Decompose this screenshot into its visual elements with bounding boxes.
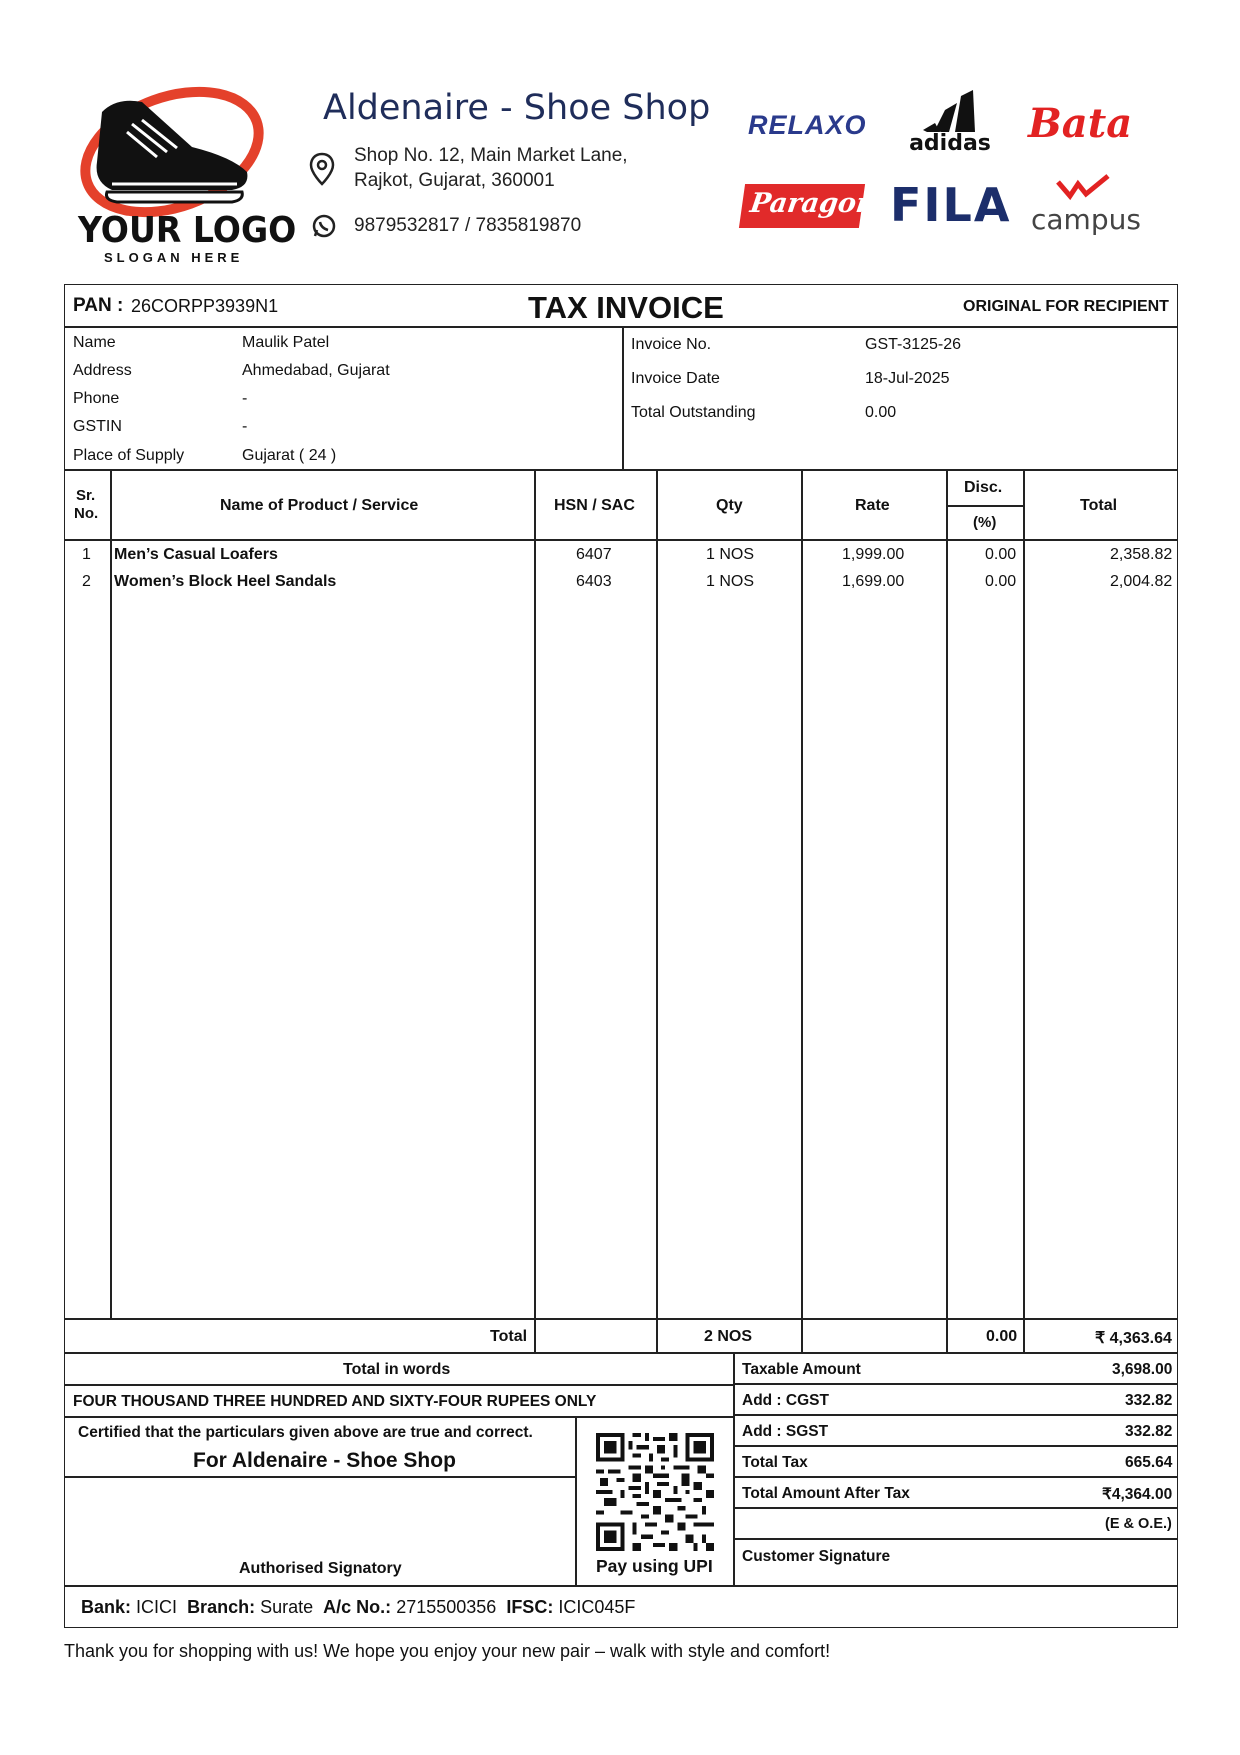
divider: [64, 326, 1178, 328]
divider: [64, 1416, 734, 1418]
whatsapp-icon: [311, 213, 337, 244]
taxable-amount-label: Taxable Amount: [742, 1361, 861, 1378]
invoice-no-label: Invoice No.: [631, 336, 712, 353]
item-disc: 0.00: [985, 573, 1017, 590]
divider: [64, 1384, 734, 1386]
customer-signature-label: Customer Signature: [742, 1548, 891, 1565]
sgst-value: 332.82: [1125, 1423, 1173, 1440]
amount-after-tax-label: Total Amount After Tax: [742, 1485, 910, 1502]
invoice-date-label: Invoice Date: [631, 370, 720, 387]
brand-relaxo-logo: RELAXO: [748, 110, 867, 140]
item-qty: 1 NOS: [706, 546, 755, 563]
invoice-date: 18-Jul-2025: [865, 370, 950, 387]
thank-you-note: Thank you for shopping with us! We hope you enjoy your new pair – walk with style and comfort!: [64, 1641, 831, 1661]
column-divider: [946, 469, 948, 1353]
cgst-label: Add : CGST: [742, 1392, 829, 1409]
column-divider: [656, 469, 658, 1353]
item-name: Men’s Casual Loafers: [114, 546, 278, 563]
brand-fila-logo: FILA: [890, 178, 1012, 232]
item-rate: 1,999.00: [842, 546, 905, 563]
col-total-header: Total: [1080, 497, 1118, 514]
col-disc-header: Disc.: [964, 479, 1003, 496]
brand-bata-logo: Bata: [1028, 100, 1133, 147]
customer-phone-label: Phone: [73, 390, 120, 407]
divider: [733, 1414, 1178, 1416]
column-divider: [1023, 469, 1025, 1353]
divider: [733, 1538, 1178, 1540]
sgst-label: Add : SGST: [742, 1423, 829, 1440]
item-disc: 0.00: [985, 546, 1017, 563]
bank-name: ICICI: [136, 1597, 178, 1617]
customer-address-label: Address: [73, 362, 132, 379]
item-name: Women’s Block Heel Sandals: [114, 573, 337, 590]
total-row-label: Total: [490, 1328, 528, 1345]
customer-gstin: -: [242, 418, 248, 435]
item-qty: 1 NOS: [706, 573, 755, 590]
divider: [64, 539, 1178, 541]
divider: [64, 1585, 1178, 1587]
shop-address-line1: Shop No. 12, Main Market Lane,: [354, 145, 628, 166]
divider: [64, 469, 1178, 471]
customer-name-label: Name: [73, 334, 116, 351]
ifsc-code: ICIC045F: [558, 1597, 636, 1617]
divider: [733, 1476, 1178, 1478]
amount-after-tax: ₹4,364.00: [1102, 1486, 1173, 1503]
taxable-amount: 3,698.00: [1112, 1361, 1173, 1378]
column-divider: [534, 469, 536, 1353]
cgst-value: 332.82: [1125, 1392, 1173, 1409]
customer-phone: -: [242, 390, 248, 407]
amount-in-words: FOUR THOUSAND THREE HUNDRED AND SIXTY-FOUR RUPEES ONLY: [73, 1393, 597, 1410]
divider: [733, 1383, 1178, 1385]
item-rate: 1,699.00: [842, 573, 905, 590]
divider: [733, 1445, 1178, 1447]
col-rate-header: Rate: [855, 497, 890, 514]
brand-adidas-text: adidas: [909, 131, 991, 152]
outstanding-value: 0.00: [865, 404, 897, 421]
item-hsn: 6403: [576, 573, 612, 590]
column-divider: [801, 469, 803, 1353]
bank-details: [81, 1597, 635, 1618]
copy-label: ORIGINAL FOR RECIPIENT: [963, 298, 1169, 315]
branch-name: Surate: [260, 1597, 314, 1617]
logo-text: YOUR LOGO: [78, 210, 297, 251]
certification-text: Certified that the particulars given above are true and correct.: [78, 1424, 533, 1441]
for-shop-label: For Aldenaire - Shoe Shop: [193, 1449, 456, 1472]
total-tax-label: Total Tax: [742, 1454, 808, 1471]
bank-label: Bank:: [81, 1597, 132, 1617]
logo-slogan: SLOGAN HERE: [104, 250, 244, 265]
pay-using-upi-label: Pay using UPI: [596, 1556, 713, 1576]
upi-qr-code[interactable]: [596, 1433, 714, 1556]
divider: [64, 1476, 576, 1478]
words-label: Total in words: [343, 1361, 451, 1378]
customer-name: Maulik Patel: [242, 334, 330, 351]
divider: [947, 505, 1024, 507]
item-sr: 2: [82, 573, 91, 590]
customer-gstin-label: GSTIN: [73, 418, 122, 435]
ifsc-label: IFSC:: [506, 1597, 554, 1617]
col-hsn-header: HSN / SAC: [554, 497, 635, 514]
col-disc-pct-header: (%): [973, 514, 997, 531]
place-of-supply-label: Place of Supply: [73, 447, 185, 464]
brand-paragon-text: Paragon: [748, 188, 878, 219]
account-number: 2715500356: [396, 1597, 497, 1617]
invoice-title: TAX INVOICE: [528, 290, 724, 325]
branch-label: Branch:: [187, 1597, 256, 1617]
col-qty-header: Qty: [716, 497, 743, 514]
e-and-oe: (E & O.E.): [1105, 1516, 1172, 1532]
column-divider: [110, 469, 112, 1319]
place-of-supply: Gujarat ( 24 ): [242, 447, 337, 464]
total-row-disc: 0.00: [986, 1328, 1018, 1345]
shop-phone: 9879532817 / 7835819870: [354, 215, 582, 236]
shop-name: Aldenaire - Shoe Shop: [323, 88, 711, 128]
customer-address: Ahmedabad, Gujarat: [242, 362, 390, 379]
item-total: 2,358.82: [1110, 546, 1173, 563]
col-product-header: Name of Product / Service: [220, 497, 419, 514]
item-total: 2,004.82: [1110, 573, 1173, 590]
item-sr: 1: [82, 546, 91, 563]
brand-paragon-logo: [739, 184, 878, 228]
divider: [622, 326, 624, 470]
total-tax-value: 665.64: [1125, 1454, 1173, 1471]
item-hsn: 6407: [576, 546, 612, 563]
divider: [64, 1318, 1178, 1320]
divider: [64, 1352, 1178, 1354]
total-row-amount: ₹ 4,363.64: [1095, 1330, 1172, 1347]
account-label: A/c No.:: [323, 1597, 392, 1617]
divider: [733, 1352, 735, 1586]
authorised-signatory: Authorised Signatory: [239, 1560, 402, 1577]
location-pin-icon: [309, 152, 335, 191]
campus-swoosh-icon: [1056, 172, 1112, 207]
invoice-no: GST-3125-26: [865, 336, 962, 353]
outstanding-label: Total Outstanding: [631, 404, 756, 421]
brand-adidas-logo: [905, 90, 995, 152]
col-no-header: No.: [74, 505, 99, 522]
col-sr-header: Sr.: [76, 487, 96, 504]
shop-address-line2: Rajkot, Gujarat, 360001: [354, 170, 555, 191]
total-row-qty: 2 NOS: [704, 1328, 753, 1345]
pan-label: PAN :: [73, 295, 124, 316]
pan-value: 26CORPP3939N1: [131, 296, 279, 316]
brand-campus-logo: campus: [1031, 203, 1141, 236]
divider: [733, 1507, 1178, 1509]
divider: [575, 1416, 577, 1586]
